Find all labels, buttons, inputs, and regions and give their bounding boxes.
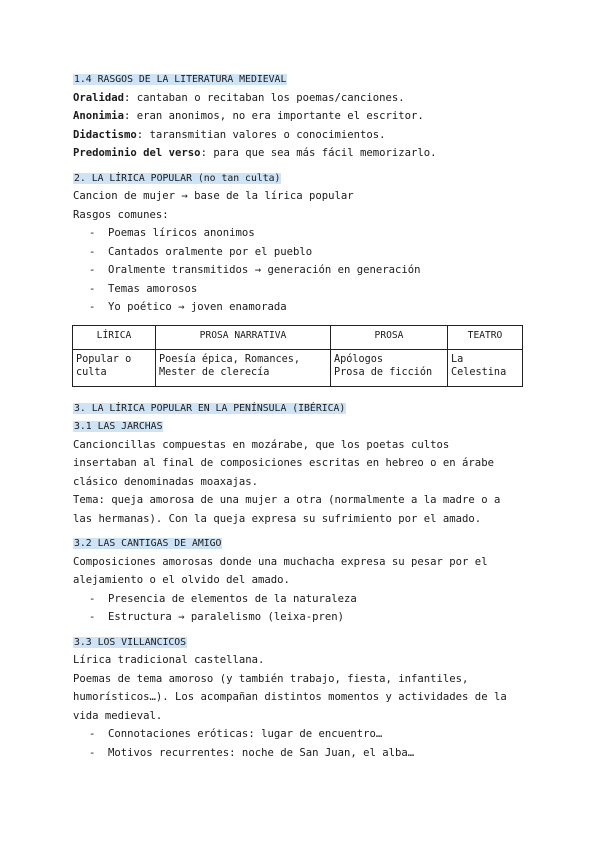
section-3-heading: 3. LA LÍRICA POPULAR EN LA PENÍNSULA (IBÉRICA) <box>74 402 346 414</box>
list-item: - Cantados oralmente por el pueblo <box>73 243 533 262</box>
trait-text: : taransmitian valores o conocimientos. <box>136 128 386 141</box>
paragraph-line: clásico denominadas moaxajas. <box>73 475 258 488</box>
section-1-heading: 1.4 RASGOS DE LA LITERATURA MEDIEVAL <box>74 74 287 85</box>
table-cell: Popular o culta <box>73 349 156 386</box>
trait-term: Predominio del verso <box>73 147 201 159</box>
trait-verso <box>73 144 533 163</box>
list-item: - Estructura → paralelismo (leixa-pren) <box>73 608 533 627</box>
trait-term: Didactismo <box>73 128 137 141</box>
table-cell: Poesía épica, Romances, Mester de clerecía <box>156 349 331 386</box>
trait-didactismo <box>73 126 533 145</box>
bullet-dash: - <box>89 227 96 239</box>
paragraph-line: vida medieval. <box>73 709 163 722</box>
paragraph-line: Tema: queja amorosa de una mujer a otra (normalmente a la madre o a <box>73 494 501 506</box>
section-2-line: Rasgos comunes: <box>73 208 169 221</box>
subsection-3-3 <box>73 633 533 652</box>
trait-term: Anonimia <box>73 110 125 122</box>
list-item: - Presencia de elementos de la naturaleza <box>73 590 533 609</box>
table-header-cell: PROSA NARRATIVA <box>156 325 331 349</box>
subsection-3-3-heading: 3.3 LOS VILLANCICOS <box>74 636 187 648</box>
bullet-dash: - <box>89 245 96 258</box>
paragraph-line: Lírica tradicional castellana. <box>73 654 265 666</box>
bullet-dash: - <box>89 301 96 313</box>
list-item: - Connotaciones eróticas: lugar de encuentro… <box>73 725 533 744</box>
paragraph-line: las hermanas). Con la queja expresa su sufrimiento por el amado. <box>73 512 482 525</box>
bullet-dash: - <box>89 282 96 295</box>
table-cell: La Celestina <box>448 349 523 386</box>
subsection-3-2-heading: 3.2 LAS CANTIGAS DE AMIGO <box>74 538 222 549</box>
section-2-heading: 2. LA LÍRICA POPULAR (no tan culta) <box>74 172 281 184</box>
section-3 <box>73 399 533 418</box>
trait-text: : para que sea más fácil memorizarlo. <box>200 147 437 159</box>
genres-table <box>72 325 523 387</box>
bullet-dash: - <box>89 611 96 623</box>
table-header-cell: TEATRO <box>448 325 523 349</box>
bullet-dash: - <box>89 264 96 276</box>
trait-text: : eran anonimos, no era importante el escritor. <box>124 110 424 122</box>
table-row <box>73 349 523 386</box>
list-item: - Temas amorosos <box>73 280 533 299</box>
table-header-cell: PROSA <box>331 325 448 349</box>
section-2-line: Cancion de mujer → base de la lírica popular <box>73 190 354 202</box>
paragraph-line: alejamiento o el olvido del amado. <box>73 574 290 586</box>
trait-term: Oralidad <box>73 91 125 104</box>
trait-text: : cantaban o recitaban los poemas/canciones. <box>124 91 405 104</box>
subsection-3-1-heading: 3.1 LAS JARCHAS <box>74 421 163 432</box>
bullet-dash: - <box>89 728 96 740</box>
table-header-row <box>73 325 523 349</box>
table-cell: Apólogos Prosa de ficción <box>331 349 448 386</box>
trait-anonimia <box>73 107 533 126</box>
document-page <box>73 70 533 762</box>
list-item: - Motivos recurrentes: noche de San Juan, el alba… <box>73 744 533 763</box>
paragraph-line: Cancioncillas compuestas en mozárabe, que los poetas cultos <box>73 438 450 451</box>
subsection-3-1 <box>73 417 533 436</box>
list-item: - Yo poético → joven enamorada <box>73 298 533 317</box>
bullet-dash: - <box>89 592 96 605</box>
paragraph-line: insertaban al final de composiciones escritas en hebreo o en árabe <box>73 457 494 469</box>
paragraph-line: Poemas de tema amoroso (y también trabajo, fiesta, infantiles, <box>73 672 469 685</box>
paragraph-line: Composiciones amorosas donde una muchacha expresa su pesar por el <box>73 555 488 568</box>
list-item: - Oralmente transmitidos → generación en generación <box>73 261 533 280</box>
section-2 <box>73 169 533 188</box>
list-item: - Poemas líricos anonimos <box>73 224 533 243</box>
trait-oralidad <box>73 89 533 108</box>
subsection-3-2 <box>73 534 533 553</box>
paragraph-line: humorísticos…). Los acompañan distintos momentos y actividades de la <box>73 691 507 703</box>
bullet-dash: - <box>89 746 96 759</box>
section-1 <box>73 70 533 89</box>
table-header-cell: LÍRICA <box>73 325 156 349</box>
